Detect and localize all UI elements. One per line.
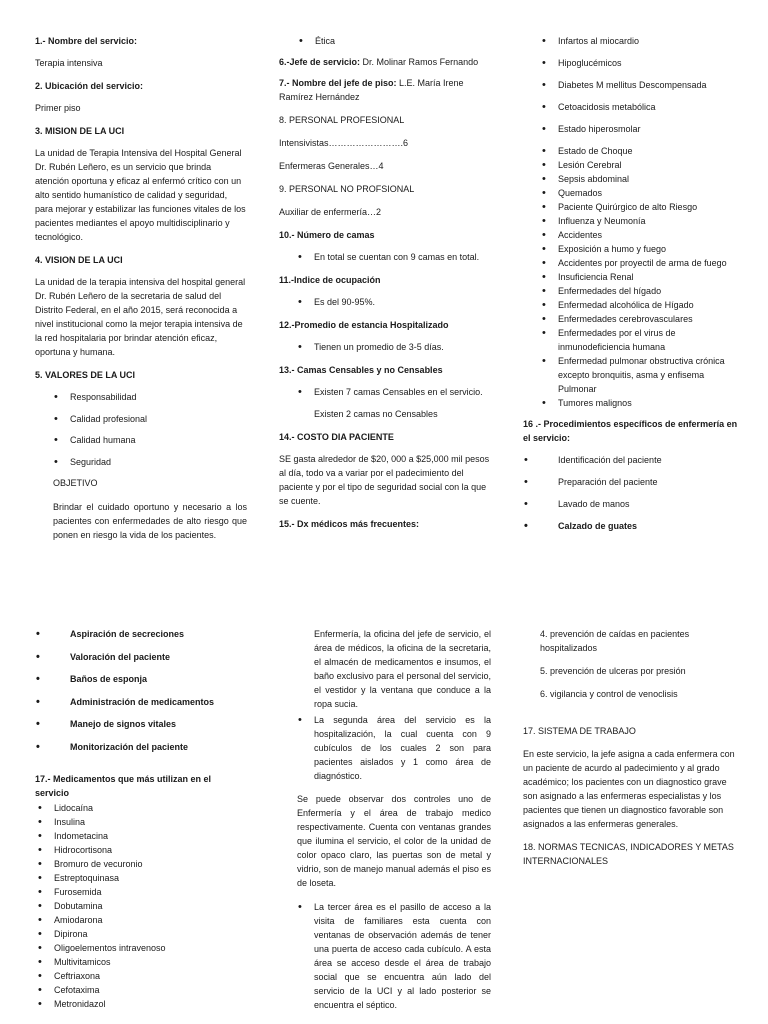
text-mision: La unidad de Terapia Intensiva del Hospital General Dr. Rubén Leñero, es un servicio que brinda atención oportuna y eficaz al enfermó crítico con un alto sentido humanístico de calidad y seguridad, para mejorar y estabilizar las funciones vitales de los pacientes mediantes el apoyo multidisciplinario y tecnológico. [35,148,246,242]
list-item: • Seguridad [70,455,247,469]
list-item: • Hipoglucémicos [558,56,738,70]
list-item: • En total se cuentan con 9 camas en total. [314,250,491,264]
item-prevencion-caidas: 4. prevención de caídas en pacientes hospitalizados [540,629,690,653]
column-top-left [35,34,247,549]
text-vision: La unidad de la terapia intensiva del hospital general Dr. Rubén Leñero de la secretaria de salud del Distrito Federal, en el año 2015, será reconocida a nivel institucional como la mejor terapia intensiva de la red hospitalaria por brindar atención eficaz, oportuna y humana. [35,277,246,357]
list-ocupacion [279,295,491,309]
list-item: • Monitorización del paciente [70,740,247,754]
list-item: • Ceftriaxona [54,969,247,983]
heading-medicamentos: 17.- Medicamentos que más utilizan en el servicio [35,773,212,798]
list-item: • Insulina [54,815,247,829]
list-medicamentos [35,801,247,1011]
list-estancia [279,340,491,354]
list-item: • Existen 7 camas Censables en el servicio. [314,385,491,399]
text-objetivo: Brindar el cuidado oportuno y necesario a los pacientes con enfermedades de alto riesgo que ponen en riesgo la vida de los pacientes. [53,502,247,540]
heading-ocupacion: 11.-Indice de ocupación [279,275,381,285]
item-prevencion-ulceras: 5. prevención de ulceras por presión [540,666,686,676]
text-costo: SE gasta alrededor de $20, 000 a $25,000 mil pesos al día, todo va a variar por el padecimiento del paciente y por el tipo de seguridad social con la que se cuente. [279,454,490,506]
list-item: • La tercer área es el pasillo de acceso a la visita de familiares esta cuenta con ventanas de observación además de tener una puerta de acceso cada cubículo. A esta área se acceso desde el área de trabajo social que se encuentra aún lado del servicio de la UCI y al lado posterior se encuentra el séptico. [314,900,491,1012]
text-area-1: Enfermería, la oficina del jefe de servicio, el área de médicos, la oficina de la secretaria, el almacén de medicamentos e insumos, el baño exclusivo para el personal del servicio, el vestidor y la ventana que conduce a la ropa sucia. [314,629,491,709]
heading-vision: 4. VISION DE LA UCI [35,255,123,265]
list-item: • Infartos al miocardio [558,34,738,48]
list-item: • Insuficiencia Renal [558,270,738,284]
list-item: • Enfermedad alcohólica de Hígado [558,298,738,312]
list-dx-tight [523,144,738,410]
list-item: • Metronidazol [54,997,247,1011]
value-jefe-piso: L.E. María Irene Ramírez Hernández [279,78,464,102]
jefe-servicio [279,55,491,69]
list-item: • Identificación del paciente [558,453,738,467]
value-nombre-servicio: Terapia intensiva [35,58,103,68]
list-item: • Accidentes por proyectil de arma de fuego [558,256,738,270]
list-item: • Indometacina [54,829,247,843]
list-item: • Tienen un promedio de 3-5 días. [314,340,491,354]
list-procedimientos-cont [35,627,247,754]
heading-normas-tecnicas: 18. NORMAS TECNICAS, INDICADORES Y METAS INTERNACIONALES [523,842,734,866]
list-item: • Aspiración de secreciones [70,627,247,641]
list-item: • Enfermedad pulmonar obstructiva crónica excepto bronquitis, asma y enfisema Pulmonar [558,354,738,396]
list-item: • Oligoelementos intravenoso [54,941,247,955]
item-venoclisis: 6. vigilancia y control de venoclisis [540,689,678,699]
list-item: • Baños de esponja [70,672,247,686]
list-item: • Valoración del paciente [70,650,247,664]
list-item: • Dipirona [54,927,247,941]
value-ubicacion: Primer piso [35,103,81,113]
list-etica [279,34,491,48]
list-item: • Es del 90-95%. [314,295,491,309]
list-item: • Accidentes [558,228,738,242]
heading-estancia: 12.-Promedio de estancia Hospitalizado [279,320,449,330]
list-item: • Tumores malignos [558,396,738,410]
list-item: • Bromuro de vecuronio [54,857,247,871]
list-item: • Dobutamina [54,899,247,913]
list-item: • Lesión Cerebral [558,158,738,172]
list-item: • Calzado de guates [558,519,738,533]
list-item: • Hidrocortisona [54,843,247,857]
heading-personal-profesional: 8. PERSONAL PROFESIONAL [279,115,405,125]
list-area-3 [297,900,491,1012]
text-controles: Se puede observar dos controles uno de Enfermería y el área de trabajo medico respectivamente. Cuenta con ventanas grandes que ilumina el servicio, el color de la unidad de color opaco claro, las puertas son de metal y vidrio, son de manejo manual además el piso es de loseta. [297,794,491,888]
list-item: • Manejo de signos vitales [70,717,247,731]
column-bottom-right [523,627,738,875]
heading-personal-no-profesional: 9. PERSONAL NO PROFSIONAL [279,184,415,194]
list-item: • Enfermedades del hígado [558,284,738,298]
heading-numero-camas: 10.- Número de camas [279,230,375,240]
jefe-piso [279,76,491,104]
list-item: • Cetoacidosis metabólica [558,100,738,114]
list-item: • Responsabilidad [70,390,247,404]
value-jefe-servicio: Dr. Molinar Ramos Fernando [360,57,479,67]
list-dx-loose [523,34,738,136]
list-item: • Influenza y Neumonía [558,214,738,228]
list-item: • Paciente Quirúrgico de alto Riesgo [558,200,738,214]
list-item: • Cefotaxima [54,983,247,997]
text-auxiliar: Auxiliar de enfermería…2 [279,207,382,217]
list-item: • Calidad profesional [70,412,247,426]
list-item: • Exposición a humo y fuego [558,242,738,256]
list-item: • Multivitamicos [54,955,247,969]
heading-mision: 3. MISION DE LA UCI [35,126,125,136]
list-area-2 [297,713,491,783]
list-item: • Diabetes M mellitus Descompensada [558,78,738,92]
list-item: • Calidad humana [70,433,247,447]
list-item: • Preparación del paciente [558,475,738,489]
heading-costo: 14.- COSTO DIA PACIENTE [279,432,394,442]
text-intensivistas: Intensivistas…………………….6 [279,138,409,148]
list-item: • Estado de Choque [558,144,738,158]
list-item: • Amiodarona [54,913,247,927]
list-item: • Ética [315,34,491,48]
label-jefe-servicio: 6.-Jefe de servicio: [279,57,361,67]
heading-ubicacion: 2. Ubicación del servicio: [35,81,144,91]
list-item: • Enfermedades cerebrovasculares [558,312,738,326]
list-item: • Furosemida [54,885,247,899]
list-item: • La segunda área del servicio es la hospitalización, la cual cuenta con 9 cubículos de los cuales 2 son para pacientes aislados y 1 como área de diagnóstico. [314,713,491,783]
list-item: • Administración de medicamentos [70,695,247,709]
heading-nombre-servicio: 1.- Nombre del servicio: [35,36,138,46]
list-item: • Estado hiperosmolar [558,122,738,136]
list-item: • Lavado de manos [558,497,738,511]
list-item: • Quemados [558,186,738,200]
heading-dx-medicos: 15.- Dx médicos más frecuentes: [279,519,420,529]
text-no-censables: Existen 2 camas no Censables [314,409,438,419]
list-censables [279,385,491,399]
heading-valores: 5. VALORES DE LA UCI [35,370,136,380]
column-top-middle [279,34,491,539]
list-procedimientos [523,453,738,533]
list-item: • Lidocaína [54,801,247,815]
column-top-right [523,34,738,541]
heading-censables: 13.- Camas Censables y no Censables [279,365,443,375]
list-item: • Enfermedades por el virus de inmunodeficiencia humana [558,326,738,354]
column-bottom-middle [297,627,491,1012]
list-valores [35,390,247,469]
heading-procedimientos: 16 .- Procedimientos específicos de enfermería en el servicio: [523,419,738,443]
list-camas [279,250,491,264]
text-sistema-trabajo: En este servicio, la jefe asigna a cada enfermera con un paciente de acurdo al padecimiento y al grado académico; los pacientes con un diagnostico grave son asignado a las enfermeras especialistas y los pacientes que tienen un diagnostico favorable son asignados a las enfermeras generales. [523,749,735,829]
list-item: • Sepsis abdominal [558,172,738,186]
heading-sistema-trabajo: 17. SISTEMA DE TRABAJO [523,726,636,736]
column-bottom-left [35,627,247,1011]
label-jefe-piso: 7.- Nombre del jefe de piso: [279,78,397,88]
text-enfermeras: Enfermeras Generales…4 [279,161,384,171]
list-item: • Estreptoquinasa [54,871,247,885]
label-objetivo: OBJETIVO [53,478,98,488]
